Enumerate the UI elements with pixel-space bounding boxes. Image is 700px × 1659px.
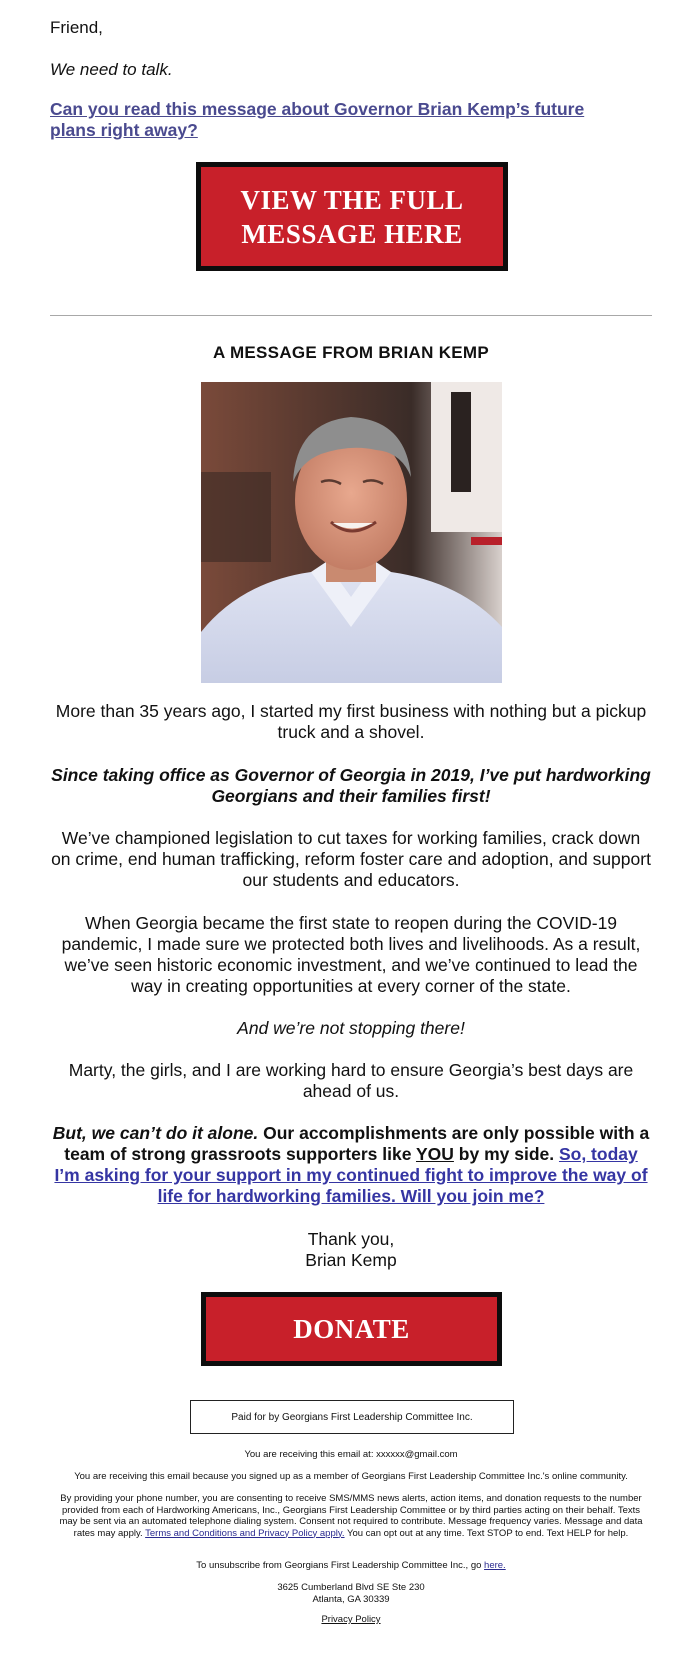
paragraph-4: When Georgia became the first state to reopen during the COVID-19 pandemic, I made sure we protected both lives and livelihoods. As a result, we’ve seen historic economic investment, and we’ve continued to lead the way in creating opportunities at every corner of the state. — [61, 913, 641, 996]
unsubscribe-text: To unsubscribe from Georgians First Leadership Committee Inc., go — [196, 1560, 485, 1571]
sms-consent-notice — [55, 1493, 647, 1539]
paragraph-5: And we’re not stopping there! — [237, 1018, 465, 1038]
paragraph-3: We’ve championed legislation to cut taxes for working families, crack down on crime, end human trafficking, reform foster care and adoption, and support our students and educators. — [51, 828, 651, 890]
opener-text: We need to talk. — [50, 60, 173, 79]
address-line1: 3625 Cumberland Blvd SE Ste 230 — [277, 1582, 425, 1593]
paragraph-2: Since taking office as Governor of Georgia in 2019, I’ve put hardworking Georgians and their families first! — [51, 765, 651, 806]
greeting: Friend, — [50, 18, 103, 37]
unsubscribe-link[interactable]: here. — [484, 1560, 506, 1571]
paid-for-disclaimer: Paid for by Georgians First Leadership Committee Inc. — [190, 1400, 514, 1434]
paragraph-1: More than 35 years ago, I started my first business with nothing but a pickup truck and a shovel. — [55, 701, 647, 742]
privacy-policy-link[interactable]: Privacy Policy — [321, 1614, 381, 1625]
paragraph-7 — [50, 1123, 652, 1207]
support-link[interactable]: So, today I’m asking for your support in my continued fight to improve the way of life for hardworking families. Will you join me? — [54, 1144, 648, 1206]
headline-link[interactable]: Can you read this message about Governor Brian Kemp’s future plans right away? — [50, 99, 585, 140]
signoff-name: Brian Kemp — [305, 1250, 397, 1270]
section-title: A MESSAGE FROM BRIAN KEMP — [212, 343, 490, 362]
address-line2: Atlanta, GA 30339 — [312, 1593, 390, 1605]
donate-button[interactable]: DONATE — [201, 1292, 502, 1366]
signoff-line1: Thank you, — [307, 1229, 395, 1249]
portrait-photo — [201, 382, 502, 683]
terms-privacy-link[interactable]: Terms and Conditions and Privacy Policy apply. — [145, 1527, 345, 1539]
sms-text: By providing your phone number, you are consenting to receive SMS/MMS news alerts, action items, and donation requests to the number provided from each of Hardworking Americans, Inc., Georgians First Leadership Committee or by third parties acting on their behalf. Texts may be sent via an automated telephone dialing system. Consent not required to contribute. Message frequency varies. Message and data rates may apply. — [59, 1493, 643, 1539]
p7-you: YOU — [415, 1144, 454, 1164]
mailing-address — [55, 1582, 647, 1605]
sms-text2: You can opt out at any time. Text STOP to end. Text HELP for help. — [344, 1527, 629, 1539]
receiving-email-notice: You are receiving this email at: xxxxxx@gmail.com — [244, 1449, 458, 1460]
view-button-line1: VIEW THE FULL — [240, 184, 464, 215]
divider — [50, 315, 652, 316]
p7-emphasis: But, we can’t do it alone. — [52, 1123, 259, 1143]
view-full-message-button[interactable] — [196, 162, 508, 271]
signup-notice: You are receiving this email because you signed up as a member of Georgians First Leadership Committee Inc.'s online community. — [74, 1471, 628, 1482]
p7-text2: by my side. — [453, 1144, 559, 1164]
view-button-label — [240, 183, 463, 251]
p7-text: Our accomplishments are only possible with a team of strong grassroots supporters like — [64, 1123, 650, 1164]
unsubscribe-notice — [55, 1560, 647, 1572]
view-button-line2: MESSAGE HERE — [241, 218, 463, 249]
paragraph-6: Marty, the girls, and I are working hard to ensure Georgia’s best days are ahead of us. — [68, 1060, 634, 1101]
privacy-policy-row — [55, 1614, 647, 1626]
signoff — [50, 1229, 652, 1271]
